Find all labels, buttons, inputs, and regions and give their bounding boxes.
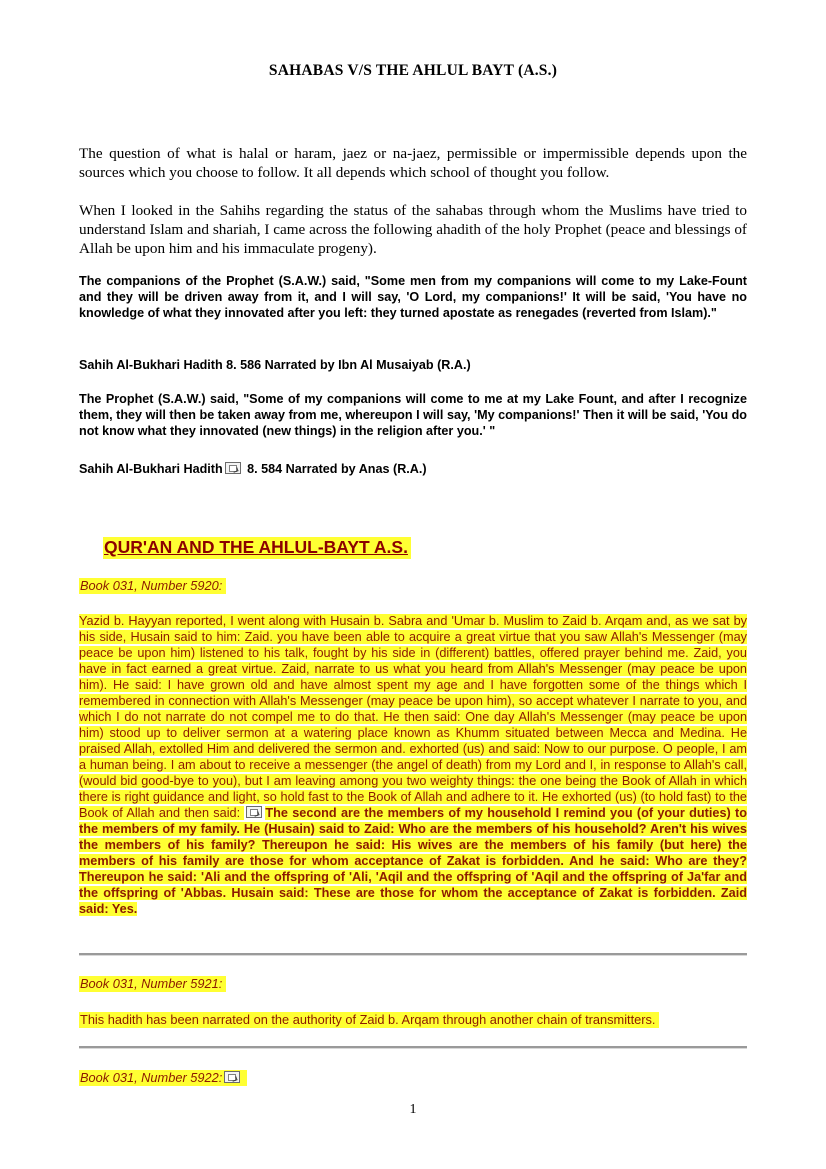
hadith-quote-1: The companions of the Prophet (S.A.W.) said, "Some men from my companions will come to my Lake-Fount and they will be driven away from it, and I will say, 'O Lord, my companions!' It will be said, 'You have no knowledge of what they innovated after you left: they turned apostate as renegades (reverted from Islam)." [79,274,747,320]
section-heading: QUR'AN AND THE AHLUL-BAYT A.S. [103,537,411,559]
hadith-citation-1: Sahih Al-Bukhari Hadith 8. 586 Narrated by Ibn Al Musaiyab (R.A.) [79,358,471,372]
embedded-image-icon[interactable] [225,462,241,474]
page-number: 1 [409,1102,417,1117]
hadith-quote-2: The Prophet (S.A.W.) said, "Some of my companions will come to me at my Lake Fount, and after I recognize them, they will then be taken away from me, whereupon I will say, 'My companions!' Then it will be said, 'You do not know what they innovated (new things) in the religion after you.' " [79,392,747,438]
horizontal-divider [79,953,747,956]
book-reference-5921: Book 031, Number 5921: [79,976,226,992]
hadith-5920-text [79,613,747,917]
book-reference-5922 [79,1070,247,1086]
hadith-5921-text: This hadith has been narrated on the authority of Zaid b. Arqam through another chain of transmitters. [79,1012,659,1028]
intro-paragraph-1: The question of what is halal or haram, jaez or na-jaez, permissible or impermissible depends upon the sources which you choose to follow. It all depends which school of thought you follow. [79,145,747,181]
citation-2-reference: 8. 584 Narrated by Anas (R.A.) [243,462,427,476]
embedded-image-icon[interactable] [246,806,262,818]
hadith-citation-2 [79,461,747,477]
hadith-5920-bold-text: The second are the members of my household I remind you (of your duties) to the members of my family. He (Husain) said to Zaid: Who are the members of his household? Aren't his wives the members of his family? Thereupon he said: His wives are the members of his family (but here) the members of his family are those for whom acceptance of Zakat is forbidden. And he said: Who are they? Thereupon he said: 'Ali and the offspring of 'Ali, 'Aqil and the offspring of 'Aqil and the offspring of Ja'far and the offspring of 'Abbas. Husain said: These are those for whom the acceptance of Zakat is forbidden. Zaid said: Yes. [79,806,747,916]
horizontal-divider [79,1046,747,1049]
citation-2-source: Sahih Al-Bukhari Hadith [79,462,223,476]
book-reference-5922-label: Book 031, Number 5922: [80,1070,223,1085]
hadith-5920-plain-text: Yazid b. Hayyan reported, I went along with Husain b. Sabra and 'Umar b. Muslim to Zaid b. Arqam and, as we sat by his side, Husain said to him: Zaid. you have been able to acquire a great virtue that you saw Allah's Messenger (may peace be upon him) listened to his talk, fought by his side in (different) battles, offered prayer behind me. Zaid, you have in fact earned a great virtue. Zaid, narrate to us what you heard from Allah's Messenger (may peace be upon him). He said: I have grown old and have almost spent my age and I have forgotten some of the things which I remembered in connection with Allah's Messenger (may peace be upon him), so accept whatever I narrate to you, and which I do not narrate do not compel me to do that. He then said: One day Allah's Messenger (may peace be upon him) stood up to deliver sermon at a watering place known as Khumm situated between Mecca and Medina. He praised Allah, extolled Him and delivered the sermon and. exhorted (us) and said: Now to our purpose. O people, I am a human being. I am about to receive a messenger (the angel of death) from my Lord and I, in response to Allah's call, (would bid good-bye to you), but I am leaving among you two weighty things: the one being the Book of Allah in which there is right guidance and light, so hold fast to the Book of Allah and adhere to it. He exhorted (us) (to hold fast) to the Book of Allah and then said: [79,614,747,820]
embedded-image-icon[interactable] [224,1071,240,1083]
document-title: SAHABAS V/S THE AHLUL BAYT (A.S.) [268,62,558,79]
intro-paragraph-2: When I looked in the Sahihs regarding the status of the sahabas through whom the Muslims have tried to understand Islam and shariah, I came across the following ahadith of the holy Prophet (peace and blessings of Allah be upon him and his immaculate progeny). [79,202,747,257]
book-reference-5920: Book 031, Number 5920: [79,578,226,594]
